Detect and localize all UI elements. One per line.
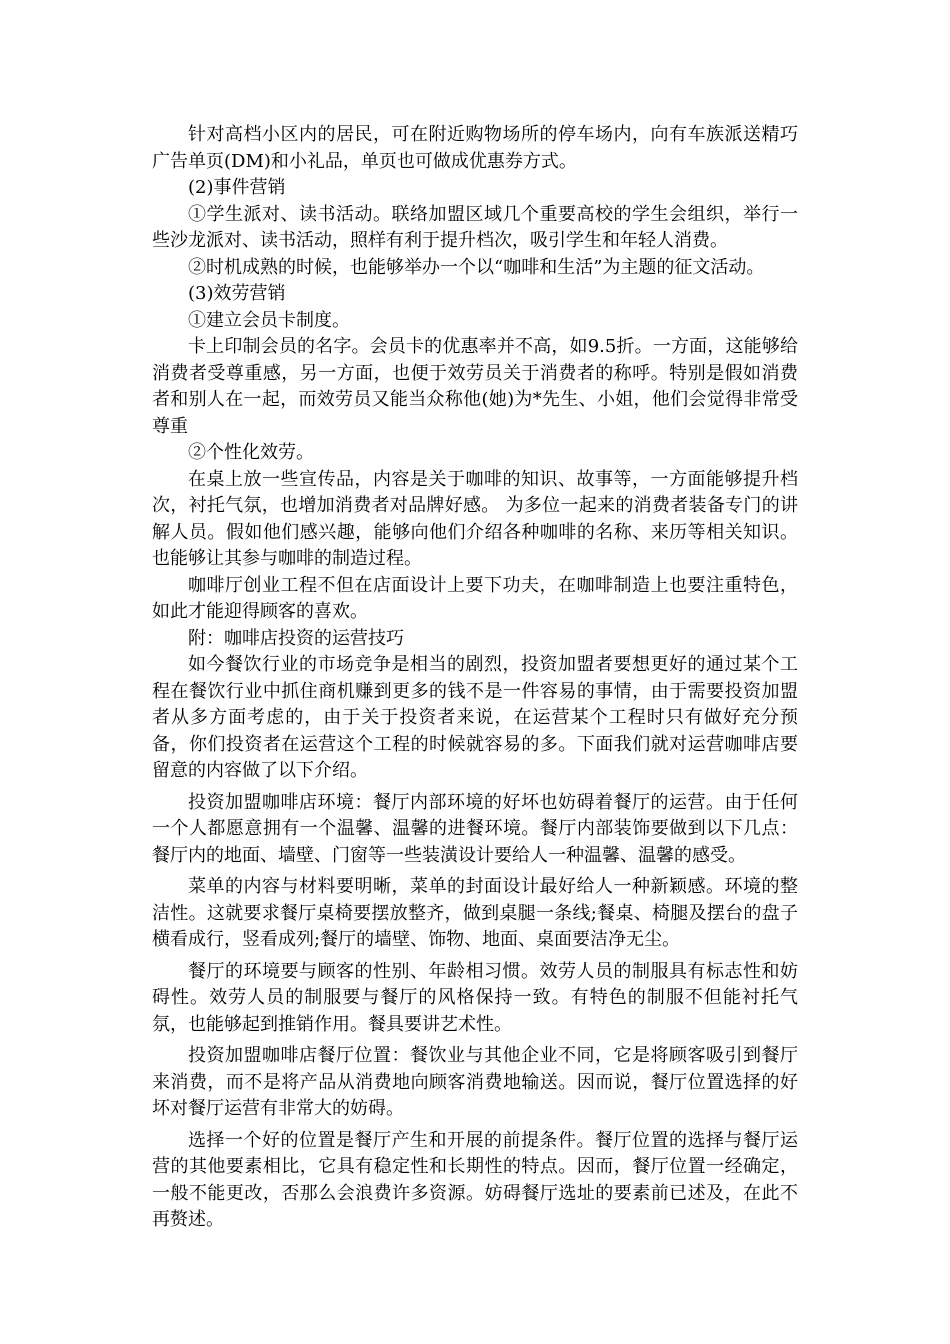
document-body [152, 122, 798, 1234]
paragraph: 卡上印制会员的名字。会员卡的优惠率并不高，如9.5折。一方面，这能够给消费者受尊重感，另一方面，也便于效劳员关于消费者的称呼。特别是假如消费者和别人在一起，而效劳员又能当众称他(她)为*先生、小姐，他们会觉得非常受尊重 [152, 336, 798, 437]
appendix-heading: 附：咖啡店投资的运营技巧 [188, 627, 404, 649]
paragraph: 在桌上放一些宣传品，内容是关于咖啡的知识、故事等，一方面能够提升档次，衬托气氛，也增加消费者对品牌好感。 为多位一起来的消费者装备专门的讲解人员。假如他们感兴趣，能够向他们介绍各种咖啡的名称、来历等相关知识。也能够让其参与咖啡的制造过程。 [152, 468, 798, 569]
paragraph: 餐厅的环境要与顾客的性别、年龄相习惯。效劳人员的制服具有标志性和妨碍性。效劳人员的制服要与餐厅的风格保持一致。有特色的制服不但能衬托气氛，也能够起到推销作用。餐具要讲艺术性。 [152, 960, 798, 1035]
paragraph: ②个性化效劳。 [188, 442, 314, 463]
paragraph: ①学生派对、读书活动。联络加盟区域几个重要高校的学生会组织，举行一些沙龙派对、读书活动，照样有利于提升档次，吸引学生和年轻人消费。 [152, 203, 798, 251]
paragraph: ①建立会员卡制度。 [188, 309, 350, 331]
paragraph: 咖啡厅创业工程不但在店面设计上要下功夫，在咖啡制造上也要注重特色，如此才能迎得顾客的喜欢。 [152, 574, 798, 622]
paragraph: ②时机成熟的时候，也能够举办一个以“咖啡和生活”为主题的征文活动。 [188, 256, 765, 278]
paragraph: 投资加盟咖啡店环境：餐厅内部环境的好坏也妨碍着餐厅的运营。由于任何一个人都愿意拥有一个温馨、温馨的进餐环境。餐厅内部装饰要做到以下几点：餐厅内的地面、墙壁、门窗等一些装潢设计要给人一种温馨、温馨的感受。 [152, 791, 798, 866]
paragraph: 菜单的内容与材料要明晰，菜单的封面设计最好给人一种新颖感。环境的整洁性。这就要求餐厅桌椅要摆放整齐，做到桌腿一条线;餐桌、椅腿及摆台的盘子横看成行，竖看成列;餐厅的墙壁、饰物、地面、桌面要洁净无尘。 [152, 876, 798, 950]
paragraph: 选择一个好的位置是餐厅产生和开展的前提条件。餐厅位置的选择与餐厅运营的其他要素相比，它具有稳定性和长期性的特点。因而，餐厅位置一经确定，一般不能更改，否那么会浪费许多资源。妨碍餐厅选址的要素前已述及，在此不再赘述。 [152, 1129, 798, 1230]
paragraph: 投资加盟咖啡店餐厅位置：餐饮业与其他企业不同，它是将顾客吸引到餐厅来消费，而不是将产品从消费地向顾客消费地输送。因而说，餐厅位置选择的好坏对餐厅运营有非常大的妨碍。 [152, 1045, 798, 1119]
paragraph: 如今餐饮行业的市场竞争是相当的剧烈，投资加盟者要想更好的通过某个工程在餐饮行业中抓住商机赚到更多的钱不是一件容易的事情，由于需要投资加盟者从多方面考虑的，由于关于投资者来说，在运营某个工程时只有做好充分预备，你们投资者在运营这个工程的时候就容易的多。下面我们就对运营咖啡店要留意的内容做了以下介绍。 [152, 654, 798, 781]
paragraph: 针对高档小区内的居民，可在附近购物场所的停车场内，向有车族派送精巧广告单页(DM)和小礼品，单页也可做成优惠券方式。 [152, 124, 798, 172]
section-heading: (2)事件营销 [188, 177, 286, 198]
section-heading: (3)效劳营销 [188, 283, 286, 304]
